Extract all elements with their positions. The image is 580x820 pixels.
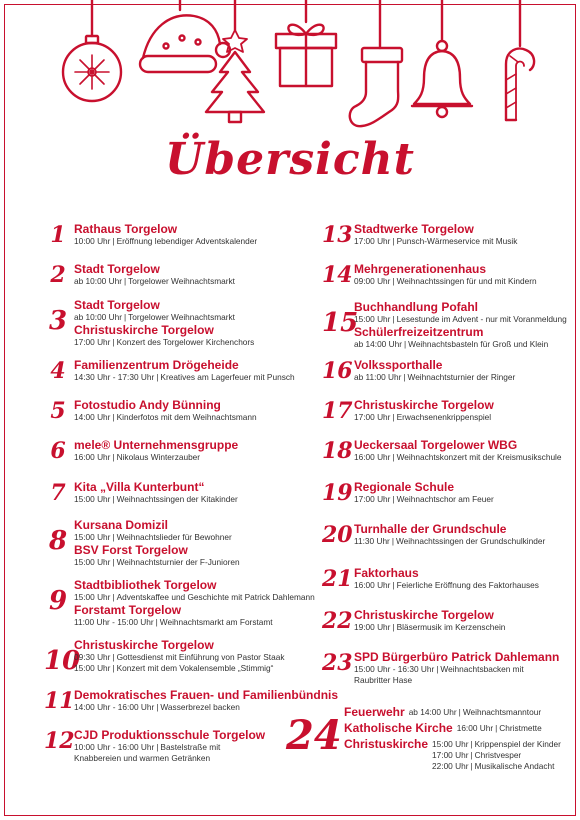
event-time: 11:00 Uhr - 15:00 Uhr [74,617,154,627]
location-name: Schülerfreizeitzentrum [354,325,484,339]
calendar-entry [44,222,312,247]
event-time: 16:00 Uhr [74,452,111,462]
day-number: 23 [322,650,353,676]
separator: | [112,452,115,462]
event-time: 15:00 Uhr [74,494,111,504]
entry-content [72,358,295,383]
event-detail [74,532,240,543]
day-number: 14 [322,262,353,288]
event-description: Torgelower Weihnachtsmarkt [128,276,235,286]
calendar-entry [322,650,570,686]
entry-content [72,480,238,505]
location-name: Christuskirche Torgelow [74,323,214,337]
day-number: 9 [48,586,68,616]
location-name: Fotostudio Andy Bünning [74,398,221,412]
event-time: 10:00 Uhr [74,236,111,246]
event-description: Adventskaffee und Geschichte mit Patrick Dahlemann [116,592,315,602]
event-time: 17:00 Uhr [354,412,391,422]
event-description: Weihnachtsmarkt am Forstamt [159,617,273,627]
event-detail [354,622,505,633]
calendar-entry [44,298,312,348]
day-number: 12 [44,728,75,754]
day24-row [344,720,561,736]
separator: | [403,372,406,382]
event-description: Wasserbrezel backen [160,702,240,712]
location-name: Christuskirche Torgelow [354,608,494,622]
santa-hat-icon [140,0,230,72]
entry-content [72,298,254,348]
entry-content [350,262,537,287]
separator: | [156,742,159,752]
event-time: ab 11:00 Uhr [354,372,402,382]
page-title: Übersicht [165,134,415,185]
location-name: Buchhandlung Pofahl [354,300,478,314]
event-detail [432,750,561,761]
location-name: Faktorhaus [354,566,419,580]
event-detail [354,536,545,547]
event-time: 17:00 Uhr [432,750,469,760]
entry-content [350,608,505,633]
separator: | [403,339,407,349]
event-description: Krippenspiel der Kinder [474,739,561,749]
event-description: Weihnachtschor am Feuer [396,494,494,504]
location-name: Familienzentrum Drögeheide [74,358,239,372]
location-name: Kursana Domizil [74,518,169,532]
separator: | [156,372,159,382]
event-description: Eröffnung lebendiger Adventskalender [116,236,258,246]
event-time: 15:00 Uhr [74,532,111,542]
day-number: 22 [322,608,353,634]
ornament-garland [0,0,580,135]
entry-content [350,300,567,350]
event-time: 11:30 Uhr [354,536,390,546]
event-time: 17:00 Uhr [74,337,111,347]
entry-content [350,358,515,383]
event-time: ab 10:00 Uhr [74,276,122,286]
separator: | [391,536,394,546]
separator: | [392,580,395,590]
day24-row [344,704,561,720]
separator: | [123,312,127,322]
separator: | [123,276,127,286]
candy-cane-icon [506,0,534,120]
event-description: Kinderfotos mit dem Weihnachtsmann [116,412,257,422]
bauble-icon [63,0,121,101]
day-number: 21 [322,566,353,592]
day-number: 24 [286,712,342,759]
event-description: Weihnachtsturnier der F-Junioren [116,557,240,567]
event-detail [354,494,494,505]
event-description: Konzert des Torgelower Kirchenchors [116,337,255,347]
event-detail [354,452,562,463]
separator: | [470,750,473,760]
day-number: 10 [44,646,81,676]
event-detail [457,720,542,736]
event-description: Weihnachtssingen der Grundschulkinder [395,536,546,546]
separator: | [458,707,461,717]
separator: | [112,236,115,246]
day24-row [344,736,561,772]
separator: | [495,723,498,733]
event-time: 09:30 Uhr [74,652,111,662]
calendar-entry [44,518,312,568]
event-time: 15:00 Uhr [432,739,469,749]
entry-content [350,650,559,686]
event-detail [74,236,257,247]
event-description: Weihnachtsbasteln für Groß und Klein [408,339,549,349]
event-description: Bastelstraße mit [160,742,221,752]
entry-content [350,222,517,247]
separator: | [112,592,115,602]
event-detail [354,664,559,675]
event-time: ab 14:00 Uhr [408,707,457,717]
event-description: Konzert mit dem Vokalensemble „Stimmig“ [116,663,274,673]
calendar-entry [44,262,312,287]
event-time: 15:00 Uhr [74,592,111,602]
calendar-entry [44,688,339,714]
event-time: 19:00 Uhr [354,622,391,632]
day-number: 5 [50,398,66,424]
event-description: Lesestunde im Advent - nur mit Voranmeldung [396,314,567,324]
separator: | [112,663,115,673]
event-time: 15:00 Uhr [74,663,111,673]
event-detail [74,452,238,463]
separator: | [392,276,395,286]
location-name: Stadtbibliothek Torgelow [74,578,217,592]
calendar-entry [44,480,312,505]
event-time: 16:00 Uhr [456,723,494,733]
location-name: Forstamt Torgelow [74,603,182,617]
event-description: Erwachsenenkrippenspiel [396,412,492,422]
separator: | [470,739,473,749]
location-name: Stadt Torgelow [74,298,160,312]
day-number: 3 [48,306,68,336]
location-name: CJD Produktionsschule Torgelow [74,728,266,742]
location-name: mele® Unternehmensgruppe [74,438,239,452]
day-number: 1 [50,222,66,248]
event-detail [354,314,567,325]
event-description: Bläsermusik im Kerzenschein [396,622,506,632]
day-number: 13 [322,222,353,248]
day-number: 11 [44,688,75,714]
separator: | [392,412,395,422]
location-name: Katholische Kirche [344,721,453,735]
event-detail [354,236,517,247]
entry-content [72,222,257,247]
entry-content [72,438,238,463]
location-name: Turnhalle der Grundschule [354,522,507,536]
separator: | [392,314,395,324]
calendar-entry [322,566,570,591]
day-number: 19 [322,480,353,506]
event-description: Weihnachtssingen für und mit Kindern [396,276,537,286]
event-detail [354,372,515,383]
location-name: Regionale Schule [354,480,455,494]
event-detail [74,742,265,753]
location-name: Demokratisches Frauen- und Familienbündnis [74,688,339,702]
entry-content [350,480,494,505]
event-detail [354,580,539,591]
calendar-entry [322,222,570,247]
event-description: Musikalische Andacht [474,761,555,771]
location-name: Feuerwehr [344,705,405,719]
event-detail [74,372,295,383]
calendar-entry [44,398,312,423]
separator: | [392,236,395,246]
separator: | [112,557,115,567]
entry-content [350,438,562,463]
event-description-cont: Knabbereien und warmen Getränken [74,753,211,763]
day-number: 18 [322,438,353,464]
event-time: 09:00 Uhr [354,276,391,286]
event-detail [74,592,315,603]
separator: | [392,452,395,462]
event-detail [354,412,494,423]
event-description: Nikolaus Winterzauber [116,452,201,462]
entry-content [72,262,235,287]
location-name: Volkssporthalle [354,358,443,372]
entry-24-rows [344,704,561,772]
event-description: Kreatives am Lagerfeuer mit Punsch [160,372,295,382]
separator: | [112,494,115,504]
separator: | [112,337,115,347]
calendar-entry [44,728,312,764]
calendar-entry [322,480,570,505]
location-name: BSV Forst Torgelow [74,543,188,557]
event-description: Weihnachtssingen der Kitakinder [116,494,238,504]
calendar-entry [44,578,315,628]
event-time: 17:00 Uhr [354,236,391,246]
event-detail [432,739,561,750]
event-detail [74,312,254,323]
event-time: 16:00 Uhr [354,452,391,462]
calendar-entry [322,262,570,287]
day-number: 7 [50,480,66,506]
separator: | [156,702,159,712]
calendar-entry [322,300,570,350]
event-detail [354,276,537,287]
day-number: 17 [322,398,353,424]
location-name: Christuskirche [344,737,429,751]
location-name: Mehrgenerationenhaus [354,262,487,276]
event-description: Weihnachtslieder für Bewohner [116,532,232,542]
separator: | [392,494,395,504]
location-name: Ueckersaal Torgelower WBG [354,438,518,452]
event-description: Weihnachtskonzert mit der Kreismusikschule [396,452,562,462]
event-detail [409,704,541,720]
location-name: Christuskirche Torgelow [354,398,494,412]
event-description: Feierliche Eröffnung des Faktorhauses [396,580,539,590]
event-time: 15:00 Uhr [354,314,391,324]
bell-icon [412,0,472,117]
event-detail [74,276,235,287]
calendar-entry [322,438,570,463]
day-number: 4 [50,358,66,384]
entry-content [350,566,539,591]
location-name: Rathaus Torgelow [74,222,178,236]
event-time: 15:00 Uhr [74,557,111,567]
entry-content [350,522,545,547]
event-time: 14:00 Uhr [74,412,111,422]
event-description: Weihnachtsmanntour [462,707,542,717]
day-number: 2 [50,262,66,288]
entry-content [350,398,494,423]
location-name: Christuskirche Torgelow [74,638,214,652]
event-detail [74,557,240,568]
entry-content [72,578,315,628]
calendar-entry [44,358,312,383]
event-description: Gottesdienst mit Einführung von Pastor Staak [116,652,285,662]
entry-content [72,728,265,764]
event-description: Christmette [499,723,542,733]
calendar-entry [322,358,570,383]
separator: | [392,622,395,632]
calendar-entry [44,438,312,463]
day-number: 20 [322,522,353,548]
event-description: Weihnachtsturnier der Ringer [407,372,516,382]
separator: | [112,532,115,542]
separator: | [112,652,115,662]
event-detail [74,663,284,674]
location-name: Stadt Torgelow [74,262,160,276]
event-time: 16:00 Uhr [354,580,391,590]
separator: | [155,617,158,627]
event-detail [74,494,238,505]
event-lines [428,736,561,772]
event-time: 17:00 Uhr [354,494,391,504]
calendar-entry [44,638,312,674]
event-detail [74,652,284,663]
event-time: 10:00 Uhr - 16:00 Uhr [74,742,155,752]
event-description: Punsch-Wärmeservice mit Musik [396,236,518,246]
separator: | [470,761,473,771]
location-name: SPD Bürgerbüro Patrick Dahlemann [354,650,560,664]
entry-content [72,638,284,674]
day-number: 15 [322,308,359,338]
event-description-cont: Raubritter Hase [354,675,413,685]
separator: | [112,412,115,422]
event-time: ab 10:00 Uhr [74,312,122,322]
event-detail [354,339,567,350]
event-time: 14:30 Uhr - 17:30 Uhr [74,372,155,382]
event-detail [74,617,315,628]
day-number: 8 [48,526,68,556]
location-name: Stadtwerke Torgelow [354,222,474,236]
event-detail [74,412,257,423]
event-description: Torgelower Weihnachtsmarkt [128,312,235,322]
calendar-entry [322,522,570,547]
event-detail [432,761,561,772]
location-name: Kita „Villa Kunterbunt“ [74,480,205,494]
entry-content [72,518,240,568]
calendar-entry [322,398,570,423]
event-detail [74,337,254,348]
entry-content [72,398,257,423]
event-description: Weihnachtsbacken mit [440,664,524,674]
day-number: 16 [322,358,353,384]
event-time: 15:00 Uhr - 16:30 Uhr [354,664,435,674]
event-time: ab 14:00 Uhr [354,339,402,349]
calendar-entry [322,608,570,633]
event-time: 22:00 Uhr [432,761,469,771]
event-time: 14:00 Uhr - 16:00 Uhr [74,702,155,712]
entry-24 [286,704,576,772]
separator: | [436,664,439,674]
event-description: Christvesper [474,750,522,760]
stocking-icon [350,0,402,126]
gift-icon [276,0,336,86]
day-number: 6 [50,438,66,464]
